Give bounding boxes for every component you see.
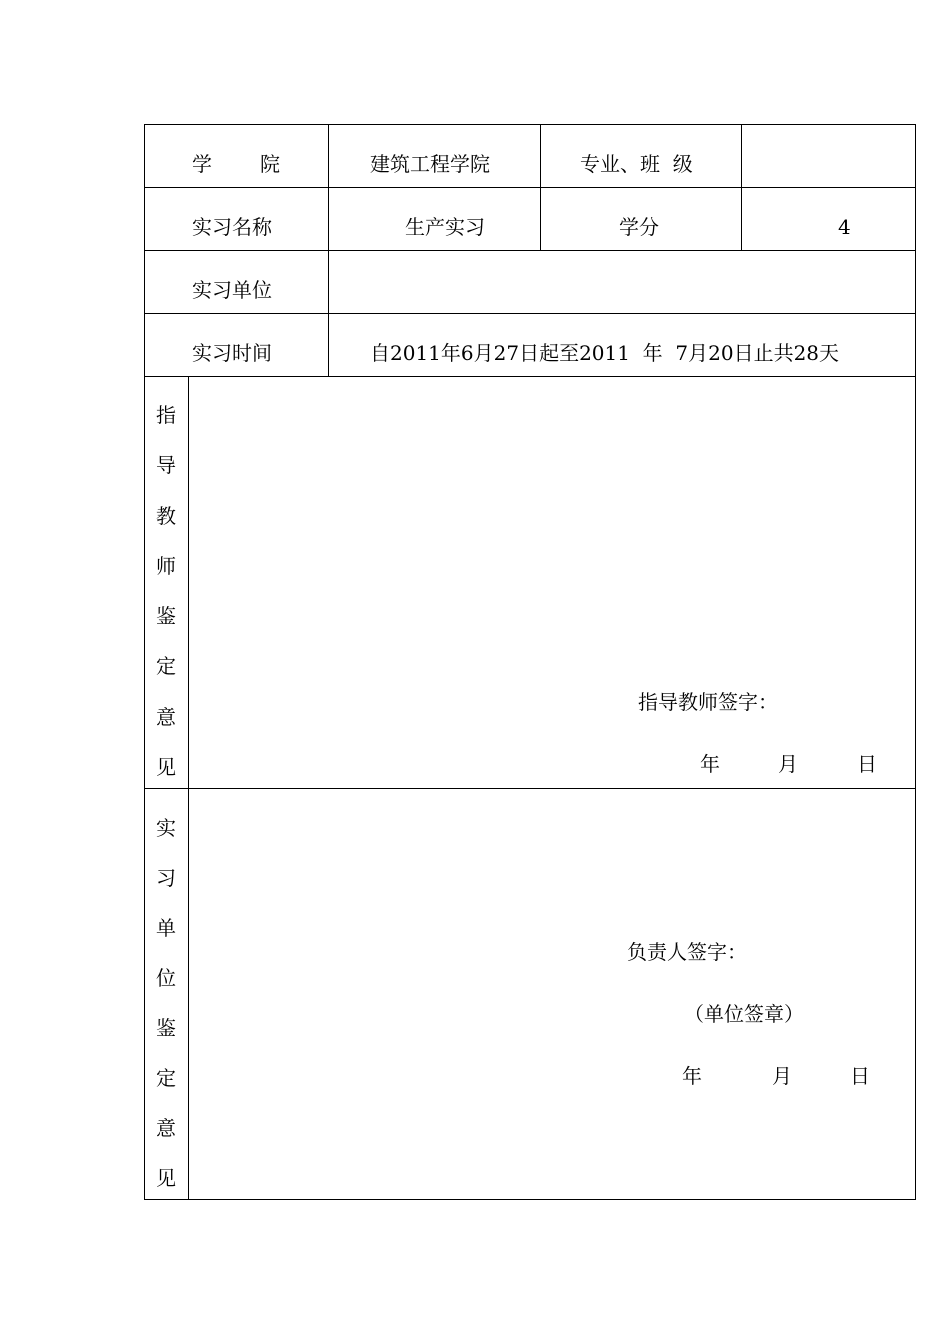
section-label-divider — [188, 376, 189, 1200]
internship-unit-label: 实习单位 — [192, 278, 272, 302]
table-border-right — [915, 124, 916, 1200]
teacher-date-day: 日 — [857, 752, 877, 776]
internship-time-label: 实习时间 — [192, 341, 272, 365]
table-border-top — [144, 124, 916, 125]
college-label-char-1: 学 — [192, 152, 212, 176]
unit-label-char: 位 — [156, 966, 176, 990]
unit-label-char: 定 — [156, 1066, 176, 1090]
teacher-date-year: 年 — [700, 752, 720, 776]
unit-label-char: 意 — [156, 1116, 176, 1140]
row-divider-2 — [144, 250, 916, 251]
major-class-label: 专业、班 级 — [580, 152, 693, 176]
unit-label-char: 鉴 — [156, 1016, 176, 1040]
unit-date-day: 日 — [850, 1064, 870, 1088]
row-divider-4 — [144, 376, 916, 377]
internship-name-label: 实习名称 — [192, 215, 272, 239]
college-label — [192, 152, 280, 176]
unit-date-year: 年 — [682, 1064, 702, 1088]
section-divider — [144, 788, 916, 789]
internship-time-value: 自2011年6月27日起至2011 年 7月20日止共28天 — [370, 341, 840, 365]
teacher-label-char: 见 — [156, 754, 176, 779]
credit-label: 学分 — [619, 215, 659, 239]
unit-label-char: 实 — [156, 816, 176, 840]
unit-label-char: 见 — [156, 1166, 176, 1190]
teacher-label-char: 导 — [156, 453, 176, 478]
teacher-label-char: 鉴 — [156, 604, 176, 629]
teacher-label-char: 意 — [156, 704, 176, 729]
internship-name-value: 生产实习 — [405, 215, 485, 239]
row-divider-3 — [144, 313, 916, 314]
unit-label-char: 习 — [156, 866, 176, 890]
unit-label-char: 单 — [156, 916, 176, 940]
teacher-label-char: 指 — [156, 403, 176, 427]
teacher-date-month: 月 — [778, 752, 798, 776]
teacher-label-char: 师 — [156, 553, 176, 578]
table-border-bottom — [144, 1199, 916, 1200]
teacher-label-char: 定 — [156, 654, 176, 679]
college-value: 建筑工程学院 — [370, 152, 490, 176]
teacher-label-char: 教 — [156, 503, 176, 528]
row-divider-1 — [144, 187, 916, 188]
column-divider-3 — [741, 124, 742, 251]
unit-stamp-label: （单位签章） — [684, 1002, 804, 1026]
credit-value: 4 — [838, 215, 851, 239]
teacher-signature-label: 指导教师签字： — [638, 690, 778, 714]
teacher-opinion-label — [144, 403, 188, 779]
unit-date-month: 月 — [772, 1064, 792, 1088]
unit-opinion-label — [144, 816, 188, 1190]
internship-appraisal-form — [144, 124, 916, 1200]
college-label-char-2: 院 — [260, 152, 280, 176]
label-column-divider — [328, 124, 329, 377]
unit-signature-label: 负责人签字： — [627, 940, 747, 964]
column-divider-2 — [540, 124, 541, 251]
